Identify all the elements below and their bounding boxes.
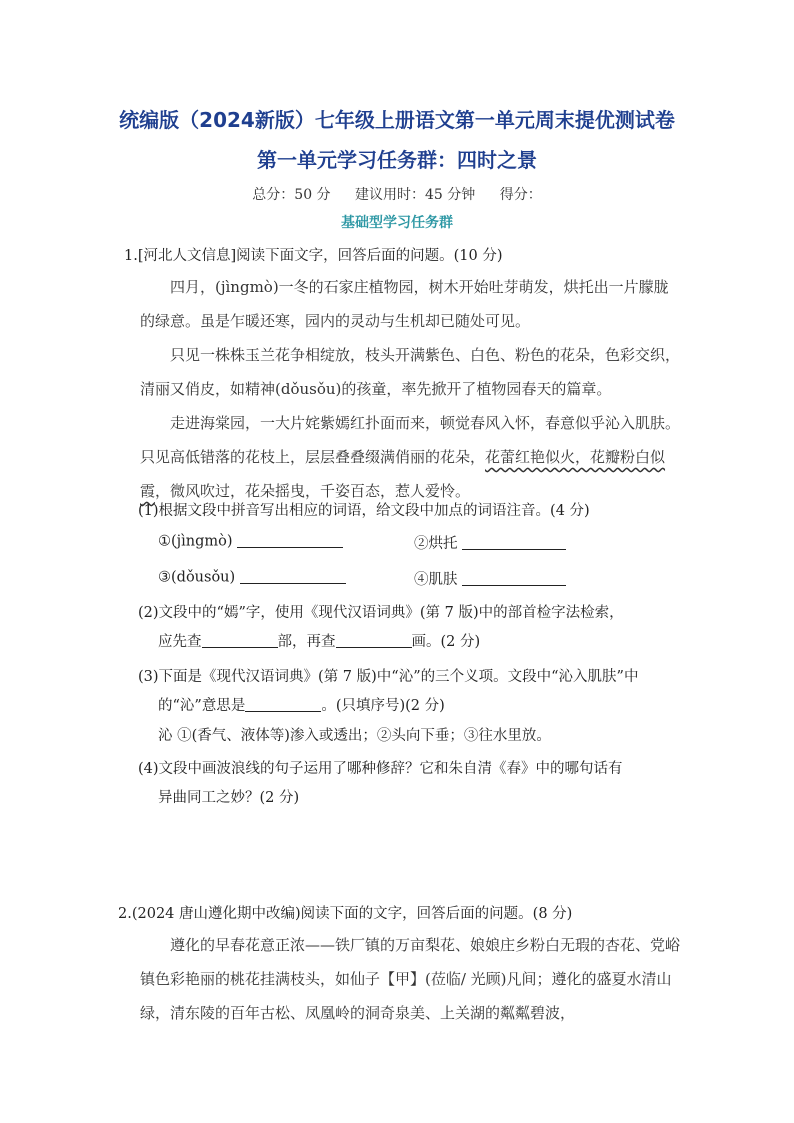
page-subtitle: 第一单元学习任务群：四时之景	[257, 148, 537, 172]
sub-question-2: (2)文段中的“嫣”字，使用《现代汉语词典》(第 7 版)中的部首检字法检索，	[138, 605, 624, 621]
sub-question-4-line2: 异曲同工之妙？(2 分)	[158, 790, 300, 806]
question-1-passage	[140, 270, 680, 508]
answer-blank[interactable]	[462, 571, 566, 587]
passage-text: ，微风吹过，花朵摇曳，千姿百态，惹人爱怜。	[155, 482, 471, 500]
answer-blank[interactable]	[336, 633, 412, 649]
item-label: ②烘托	[414, 536, 458, 552]
answer-blank[interactable]	[245, 697, 321, 713]
suggested-time: 建议用时：45 分钟	[355, 187, 476, 203]
page-title: 统编版（2024新版）七年级上册语文第一单元周末提优测试卷	[119, 108, 675, 132]
exam-meta	[0, 184, 794, 204]
passage-paragraph	[140, 406, 680, 508]
passage-text: 走进海棠园，一大片姹紫嫣红扑面而来，顿觉春风入怀，春意似乎沁入肌肤。只见高低错落的花枝上，层层叠叠缀满俏丽的花朵，	[140, 414, 681, 466]
answer-item-1	[158, 532, 343, 550]
answer-blank[interactable]	[462, 535, 566, 551]
text: 的“沁”意思是	[158, 698, 246, 714]
question-1-heading: 1.[河北人文信息]阅读下面文字，回答后面的问题。(10 分)	[124, 248, 503, 264]
answer-blank[interactable]	[237, 532, 343, 548]
total-score: 总分：50 分	[252, 187, 331, 203]
text: 部，再查	[277, 634, 336, 650]
text: 应先查	[158, 634, 202, 650]
passage-paragraph: 四月，(jìngmò)一冬的石家庄植物园，树木开始吐芽萌发，烘托出一片朦胧的绿意。虽是乍暖还寒，园内的灵动与生机却已随处可见。	[140, 278, 669, 330]
answer-item-4	[414, 568, 566, 589]
item-label: ①(jìngmò)	[158, 533, 233, 550]
sub-question-3-line2	[158, 694, 445, 715]
sub-question-1: (1)根据文段中拼音写出相应的词语，给文段中加点的词语注音。(4 分)	[138, 503, 590, 519]
passage-paragraph: 遵化的早春花意正浓——铁厂镇的万亩梨花、娘娘庄乡粉白无瑕的杏花、党峪镇色彩艳丽的桃花挂满枝头，如仙子【甲】(莅临/ 光顾)凡间；遵化的盛夏水清山绿，清东陵的百年古松、凤凰岭的洞奇泉美、上关湖的粼粼碧波，	[140, 936, 681, 1022]
item-label: ④肌肤	[414, 572, 458, 588]
score-field: 得分：	[499, 187, 542, 203]
answer-item-3	[158, 568, 346, 586]
passage-paragraph: 只见一株株玉兰花争相绽放，枝头开满紫色、白色、粉色的花朵，色彩交织，清丽又俏皮，如精神(dǒusǒu)的孩童，率先掀开了植物园春天的篇章。	[140, 346, 681, 398]
sub-question-3: (3)下面是《现代汉语词典》(第 7 版)中“沁”的三个义项。文段中“沁入肌肤”中	[138, 669, 639, 685]
definition-line: 沁 ①(香气、液体等)渗入或透出；②头向下垂；③往水里放。	[158, 728, 551, 744]
question-2-passage	[140, 928, 680, 1030]
section-heading: 基础型学习任务群	[341, 215, 453, 231]
answer-blank[interactable]	[202, 633, 278, 649]
text: 。(只填序号)(2 分)	[321, 698, 445, 714]
item-label: ③(dǒusǒu)	[158, 569, 236, 586]
text: 画。(2 分)	[411, 634, 481, 650]
answer-item-2	[414, 532, 566, 553]
question-2-heading: 2.(2024 唐山遵化期中改编)阅读下面的文字，回答后面的问题。(8 分)	[118, 906, 573, 922]
sub-question-2-line2	[158, 630, 480, 651]
answer-blank[interactable]	[240, 568, 346, 584]
wavy-underlined-sentence: 花蕾红艳似火，花瓣粉白似霞	[140, 448, 666, 500]
sub-question-4: (4)文段中画波浪线的句子运用了哪种修辞？它和朱自清《春》中的哪句话有	[138, 761, 623, 777]
